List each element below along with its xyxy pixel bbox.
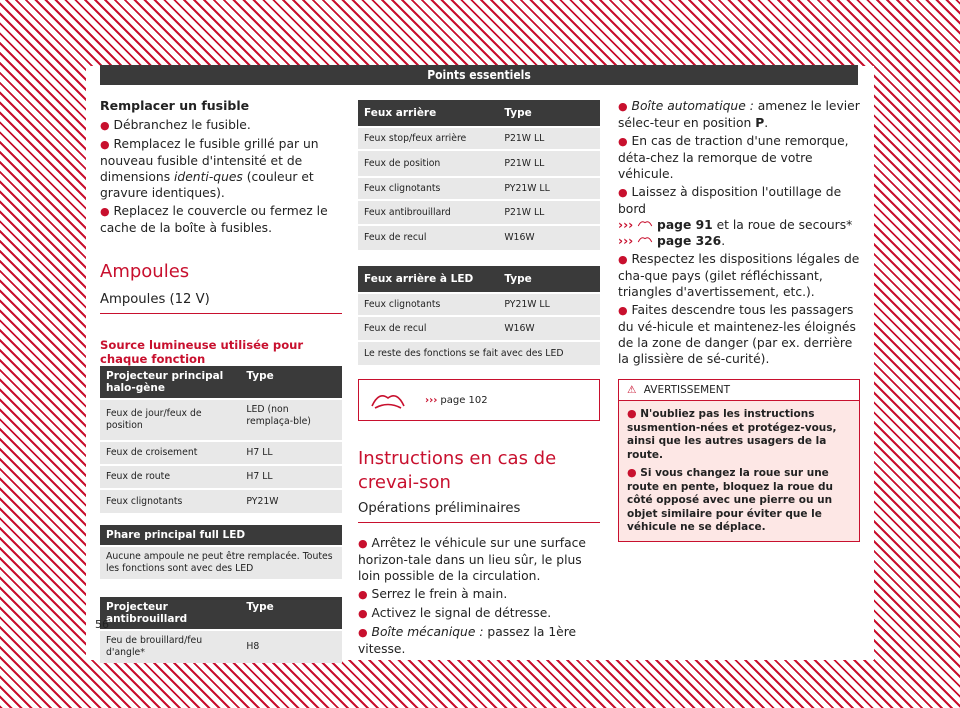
table-header: Phare principal full LED (100, 525, 342, 546)
section-title: Instructions en cas de crevai-son (358, 448, 557, 493)
ref-link[interactable]: page 326 (657, 234, 722, 248)
table-row: Feux de jour/feux de position LED (non remplaça-ble) (100, 399, 342, 441)
table-row: Le reste des fonctions se fait avec des LED (358, 341, 600, 365)
ref-link[interactable]: page 91 (657, 218, 713, 232)
bullet: ● Replacez le couvercle ou fermez le cache de la boîte à fusibles. (100, 204, 328, 235)
warning-header (619, 380, 859, 401)
table-row: Feux de route H7 LL (100, 465, 342, 489)
table-row: Feux de recul W16W (358, 316, 600, 341)
table-row: Feux clignotants PY21W (100, 489, 342, 513)
page-header: Points essentiels (100, 65, 858, 85)
book-reference-icon (369, 388, 407, 412)
table-row: Feu de brouillard/feu d'angle* H8 (100, 630, 342, 663)
table-rear-led (358, 266, 600, 365)
table-header: Feux arrière (358, 100, 498, 127)
bullet: ● En cas de traction d'une remorque, déta-chez la remorque de votre véhicule. (618, 134, 849, 181)
table-row: Feux clignotants PY21W LL (358, 293, 600, 316)
bullet: ● Boîte mécanique : passez la 1ère vitesse. (358, 625, 577, 656)
table-header: Feux arrière à LED (358, 266, 498, 293)
table-header: Type (498, 266, 600, 293)
fuse-title: Remplacer un fusible (100, 98, 250, 113)
table-header: Projecteur antibrouillard (100, 597, 240, 630)
bullet: ● Activez le signal de détresse. (358, 606, 552, 620)
bullet: ● Débranchez le fusible. (100, 118, 251, 132)
bullet: ● Respectez les dispositions légales de cha-que pays (gilet réfléchissant, triangles d'avertissement, etc.). (618, 252, 860, 299)
reference-box (358, 379, 600, 421)
ref-link[interactable]: page 102 (440, 394, 488, 406)
column-left (100, 98, 342, 663)
warning-triangle-icon: ⚠ (627, 384, 637, 396)
section-title: Ampoules (100, 261, 190, 282)
warning-body: ● N'oubliez pas les instructions susmention-nées et protégez-vous, ainsi que les autres usagers de la route. ● Si vous changez la roue sur une route en pente, bloquez la roue du côté opposé avec une pierre ou un objet similaire pour éviter que le véhicule ne se déplace. (619, 401, 859, 541)
table-row: Feux clignotants PY21W LL (358, 177, 600, 200)
table-row: Feux stop/feux arrière P21W LL (358, 127, 600, 150)
table-header: Type (498, 100, 600, 127)
ref-arrows: ››› (618, 218, 634, 232)
table-header: Type (240, 366, 342, 399)
page-number: 56 (95, 618, 109, 631)
table-header: Projecteur principal halo-gène (100, 366, 240, 399)
book-reference-icon (637, 234, 653, 245)
ref-arrows: ››› (425, 394, 438, 406)
bullet: ● Arrêtez le véhicule sur une surface horizon-tale dans un lieu sûr, le plus loin possible de la circulation. (358, 536, 586, 583)
bullet: ● Laissez à disposition l'outillage de bord ››› page 91 et la roue de secours* ››› page 326. (618, 185, 853, 248)
bullet: ● Boîte automatique : amenez le levier sélec-teur en position P. (618, 99, 860, 130)
bullet: ● Remplacez le fusible grillé par un nouveau fusible d'intensité et de dimensions identi-ques (couleur et gravure identiques). (100, 137, 319, 200)
ref-arrows: ››› (618, 234, 634, 248)
subsection-title: Opérations préliminaires (358, 501, 600, 523)
table-rear-lights (358, 100, 600, 250)
table-headlights (100, 366, 342, 513)
bullet: ● Serrez le frein à main. (358, 587, 508, 601)
table-row: Feux antibrouillard P21W LL (358, 200, 600, 225)
table-caption: Source lumineuse utilisée pour chaque fonction (100, 338, 304, 366)
table-row: Feux de recul W16W (358, 225, 600, 250)
table-row: Feux de position P21W LL (358, 150, 600, 177)
warning-box (618, 379, 860, 542)
column-right (618, 98, 860, 542)
table-full-led (100, 525, 342, 579)
table-row: Aucune ampoule ne peut être remplacée. Toutes les fonctions sont avec des LED (100, 546, 342, 579)
table-row: Feux de croisement H7 LL (100, 441, 342, 465)
subsection-title: Ampoules (12 V) (100, 292, 342, 314)
bullet: ● Faites descendre tous les passagers du vé-hicule et maintenez-les éloignés de la zone de danger (par ex. derrière la glissière de sé-curité). (618, 303, 856, 366)
table-fog (100, 597, 342, 663)
warning-title: AVERTISSEMENT (643, 384, 731, 396)
column-middle (358, 100, 600, 659)
table-header: Type (240, 597, 342, 630)
book-reference-icon (637, 218, 653, 229)
